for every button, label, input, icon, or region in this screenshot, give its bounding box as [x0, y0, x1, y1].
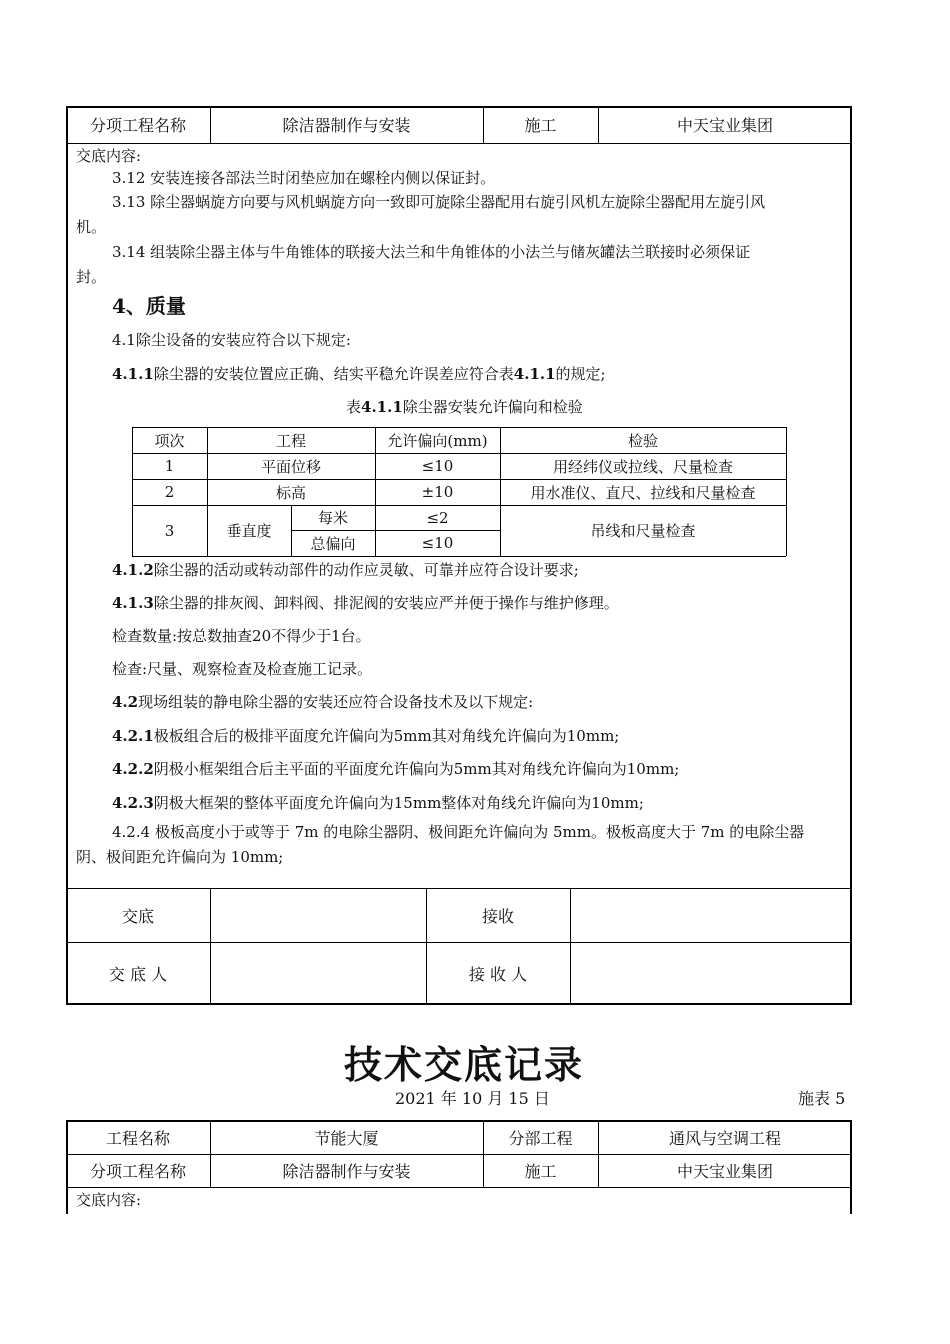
- row3-check: 吊线和尺量检查: [590, 522, 696, 540]
- row2-item: 标高: [275, 483, 306, 502]
- second-construction-value: 中天宝业集团: [676, 1162, 773, 1181]
- handover-field[interactable]: [210, 888, 426, 942]
- handover-person-field[interactable]: [210, 942, 426, 1004]
- section-4-heading: 4、质量: [112, 294, 186, 318]
- content-label: 交底内容:: [76, 147, 142, 165]
- page-title: 技术交底记录: [344, 1043, 585, 1087]
- handover-label: 交底: [121, 906, 154, 926]
- th-tolerance: 允许偏向(mm): [387, 431, 488, 450]
- receive-person-field[interactable]: [570, 942, 852, 1004]
- row3-sub2: 总偏向: [310, 534, 356, 553]
- sub-project-value: 除洁器制作与安装: [282, 116, 411, 135]
- th-item: 工程: [275, 431, 306, 450]
- th-no: 项次: [154, 431, 185, 450]
- para-4-2-1-text: 极板组合后的极排平面度允许偏向为5mm其对角线允许偏向为10mm;: [153, 727, 620, 745]
- check-quantity: 检查数量:按总数抽查20不得少于1台。: [112, 627, 371, 645]
- form-number: 施表 5: [798, 1089, 846, 1108]
- para-4-1-3-text: 除尘器的排灰阀、卸料阀、排泥阀的安装应严并便于操作与维护修理。: [153, 594, 619, 612]
- para-4-2-2-number: 4.2.2: [112, 760, 154, 778]
- para-4-2: [112, 695, 533, 710]
- row2-no: 2: [164, 483, 175, 501]
- para-4-2-3-text: 阴极大框架的整体平面度允许偏向为15mm整体对角线允许偏向为10mm;: [153, 794, 644, 812]
- second-form-line-2: [66, 1187, 852, 1188]
- check-method: 检查:尺量、观察检查及检查施工记录。: [112, 660, 373, 678]
- para-3-13-line2: 机。: [76, 218, 107, 236]
- para-4-2-2-text: 阴极小框架组合后主平面的平面度允许偏向为5mm其对角线允许偏向为10mm;: [153, 760, 680, 778]
- handover-person-label: 交 底 人: [108, 964, 168, 984]
- second-sub-project-value: 除洁器制作与安装: [282, 1162, 411, 1181]
- top-header-bottom-line: [66, 143, 852, 144]
- para-4-1-3: [112, 596, 619, 611]
- receive-label: 接收: [481, 906, 514, 926]
- second-construction-label: 施工: [524, 1162, 557, 1181]
- para-4-1-2-text: 除尘器的活动或转动部件的动作应灵敏、可靠并应符合设计要求;: [153, 561, 579, 579]
- para-4-1: 4.1除尘设备的安装应符合以下规定:: [112, 331, 351, 349]
- para-4-2-2: [112, 762, 679, 777]
- table-title: [346, 400, 583, 415]
- para-4-1-1-table-ref: 4.1.1: [513, 365, 556, 383]
- receive-person-label: 接 收 人: [468, 964, 528, 984]
- project-name-value: 节能大厦: [314, 1128, 379, 1148]
- para-4-1-1-text: 除尘器的安装位置应正确、结实平稳允许误差应符合表: [153, 365, 514, 383]
- division-value: 通风与空调工程: [668, 1128, 781, 1148]
- second-content-label: 交底内容:: [76, 1191, 142, 1209]
- table-title-prefix: 表: [346, 398, 362, 416]
- row1-tolerance: ≤10: [421, 457, 454, 475]
- para-4-2-1-number: 4.2.1: [112, 727, 154, 745]
- table-title-text: 除尘器安装允许偏向和检验: [402, 398, 583, 416]
- para-4-1-1-number: 4.1.1: [112, 365, 154, 383]
- table-title-number: 4.1.1: [361, 398, 403, 416]
- form-date: 2021 年 10 月 15 日: [395, 1089, 550, 1108]
- row2-check: 用水准仪、直尺、拉线和尺量检查: [530, 483, 756, 502]
- project-name-label: 工程名称: [105, 1128, 170, 1148]
- receive-field[interactable]: [570, 888, 852, 942]
- para-4-2-1: [112, 729, 619, 744]
- para-4-2-text: 现场组装的静电除尘器的安装还应符合设备技术及以下规定:: [138, 693, 534, 711]
- construction-value: 中天宝业集团: [676, 116, 773, 135]
- row3-tolerance1: ≤2: [426, 508, 449, 527]
- para-3-13-line1: 3.13 除尘器蜗旋方向要与风机蜗旋方向一致即可旋除尘器配用右旋引风机左旋除尘器配用左旋引风: [112, 193, 766, 211]
- para-3-14-line1: 3.14 组装除尘器主体与牛角锥体的联接大法兰和牛角锥体的小法兰与储灰罐法兰联接时必须保证: [112, 243, 751, 261]
- para-4-1-2: [112, 563, 579, 578]
- row1-item: 平面位移: [260, 457, 321, 476]
- row3-no: 3: [164, 521, 175, 540]
- division-label: 分部工程: [508, 1128, 573, 1148]
- para-4-1-2-number: 4.1.2: [112, 561, 154, 579]
- para-3-14-line2: 封。: [76, 268, 107, 286]
- para-4-2-3-number: 4.2.3: [112, 794, 154, 812]
- second-sub-project-label: 分项工程名称: [89, 1162, 186, 1181]
- sub-project-label: 分项工程名称: [89, 116, 186, 135]
- para-4-2-3: [112, 796, 644, 811]
- para-4-1-3-number: 4.1.3: [112, 594, 154, 612]
- para-4-2-4-line2: 阴、极间距允许偏向为 10mm;: [76, 848, 284, 866]
- row2-tolerance: ±10: [421, 483, 454, 501]
- para-4-2-4-line1: 4.2.4 极板高度小于或等于 7m 的电除尘器阴、极间距允许偏向为 5mm。极板高度大于 7m 的电除尘器: [112, 823, 805, 841]
- row1-check: 用经纬仪或拉线、尺量检查: [552, 457, 733, 476]
- row3-tolerance2: ≤10: [421, 534, 454, 552]
- table-line-bottom: [132, 556, 786, 557]
- construction-label: 施工: [524, 116, 557, 135]
- para-4-2-number: 4.2: [112, 693, 139, 711]
- row1-no: 1: [164, 457, 175, 475]
- table-vline-right: [786, 427, 787, 556]
- th-check: 检验: [627, 431, 658, 450]
- row3-item: 垂直度: [226, 522, 272, 540]
- row3-sub1: 每米: [317, 509, 348, 527]
- para-4-1-1-end: 的规定;: [555, 365, 606, 383]
- para-3-12: 3.12 安装连接各部法兰时闭垫应加在螺栓内侧以保证封。: [112, 169, 496, 187]
- para-4-1-1: [112, 367, 606, 382]
